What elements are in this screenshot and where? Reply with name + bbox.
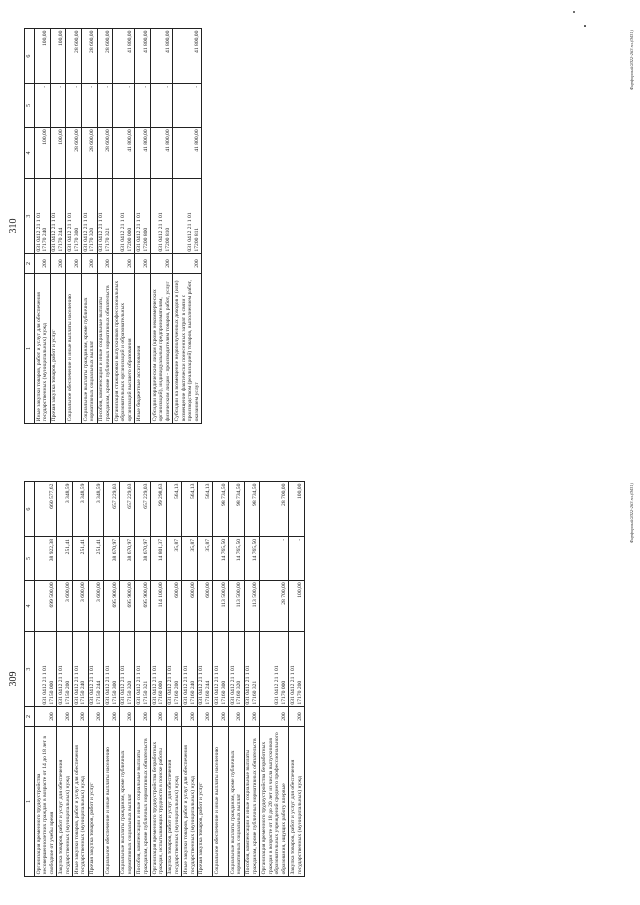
- budget-table: [24, 481, 305, 877]
- row-name-cell: Организация временного трудоустройства несовершеннолетних граждан в возрасте от 14 до 18 лет в свободное от учебы время: [35, 726, 57, 876]
- remaining-amount-cell: 564,13: [166, 482, 182, 537]
- row-name-cell: Прочая закупка товаров, работ и услуг: [50, 273, 66, 423]
- table-row: [57, 482, 73, 877]
- table-row: [289, 482, 305, 877]
- table-row: [88, 482, 104, 877]
- remaining-amount-cell: 98 734,50: [244, 482, 260, 537]
- row-name-cell: Прочая закупка товаров, работ и услуг: [88, 726, 104, 876]
- row-name-cell: Закупка товаров, работ и услуг для обеспечения государственных (муниципальных) нужд: [166, 726, 182, 876]
- row-name-cell: Иные закупки товаров, работ и услуг для обеспечения государственных (муниципальных) нужд: [182, 726, 198, 876]
- budget-code-cell: 031 0412 21 1 01 17150 321: [135, 632, 151, 707]
- page-309: [0, 453, 640, 905]
- budget-code-cell: 031 0412 21 1 01 17200 811: [173, 179, 202, 254]
- budget-code-cell: 031 0412 21 1 01 17150 320: [119, 632, 135, 707]
- approved-amount-cell: 28 600,00: [81, 127, 97, 178]
- column-header: 1: [25, 273, 35, 423]
- row-type-cell: 200: [135, 254, 151, 274]
- remaining-amount-cell: 3 348,59: [57, 482, 73, 537]
- approved-amount-cell: 100,00: [50, 127, 66, 178]
- table-row: [113, 29, 135, 424]
- executed-amount-cell: 14 765,50: [244, 537, 260, 580]
- approved-amount-cell: 28 600,00: [66, 127, 82, 178]
- remaining-amount-cell: 41 800,00: [135, 29, 151, 84]
- executed-amount-cell: -: [66, 84, 82, 127]
- budget-table: [24, 28, 202, 424]
- budget-code-cell: 031 0412 21 1 01 17170 320: [81, 179, 97, 254]
- budget-code-cell: 031 0412 21 1 01 17170 000: [260, 632, 289, 707]
- table-row: [104, 482, 120, 877]
- row-name-cell: Организация временного трудоустройства безработных граждан, испытывающих трудности в поиске работы: [151, 726, 167, 876]
- remaining-amount-cell: 28 600,00: [66, 29, 82, 84]
- table-row: [213, 482, 229, 877]
- budget-code-cell: 031 0412 21 1 01 17200 810: [151, 179, 173, 254]
- budget-code-cell: 031 0412 21 1 01 17170 300: [66, 179, 82, 254]
- remaining-amount-cell: 3 348,59: [73, 482, 89, 537]
- row-type-cell: 200: [97, 254, 113, 274]
- table-body: [35, 482, 305, 877]
- row-name-cell: Пособия, компенсации и иные социальные выплаты гражданам, кроме публичных нормативных обязательств: [135, 726, 151, 876]
- remaining-amount-cell: 657 229,03: [104, 482, 120, 537]
- row-name-cell: Пособия, компенсации и иные социальные выплаты гражданам, кроме публичных нормативных обязательств: [97, 273, 113, 423]
- budget-code-cell: 031 0412 21 1 01 17150 244: [88, 632, 104, 707]
- table-row: [151, 29, 173, 424]
- remaining-amount-cell: 100,00: [289, 482, 305, 537]
- executed-amount-cell: -: [113, 84, 135, 127]
- executed-amount-cell: -: [260, 537, 289, 580]
- row-type-cell: 200: [81, 254, 97, 274]
- approved-amount-cell: 100,00: [35, 127, 51, 178]
- row-name-cell: Субсидии на возмещение недополученных доходов и (или) возмещение фактически понесенных затрат в связи с производством (реализацией) товаров, выполнением работ, оказанием услуг: [173, 273, 202, 423]
- approved-amount-cell: 695 900,00: [119, 580, 135, 631]
- budget-code-cell: 031 0412 21 1 01 17160 244: [197, 632, 213, 707]
- remaining-amount-cell: 98 734,50: [229, 482, 245, 537]
- executed-amount-cell: -: [135, 84, 151, 127]
- row-type-cell: 200: [151, 254, 173, 274]
- row-type-cell: 200: [73, 707, 89, 727]
- remaining-amount-cell: 100,00: [35, 29, 51, 84]
- approved-amount-cell: 600,00: [166, 580, 182, 631]
- budget-code-cell: 031 0412 21 1 01 17160 321: [244, 632, 260, 707]
- remaining-amount-cell: 660 577,62: [35, 482, 57, 537]
- table-row: [35, 482, 57, 877]
- footer-stamp: Фарфорный/2022-263 пл.(0431): [629, 483, 634, 544]
- column-header: 3: [25, 632, 35, 707]
- row-name-cell: Пособия, компенсации и иные социальные выплаты гражданам, кроме публичных нормативных обязательств: [244, 726, 260, 876]
- approved-amount-cell: 113 500,00: [244, 580, 260, 631]
- table-row: [73, 482, 89, 877]
- remaining-amount-cell: 99 298,63: [151, 482, 167, 537]
- approved-amount-cell: 600,00: [197, 580, 213, 631]
- remaining-amount-cell: 41 800,00: [173, 29, 202, 84]
- budget-code-cell: 031 0412 21 1 01 17150 240: [73, 632, 89, 707]
- table-row: [260, 482, 289, 877]
- approved-amount-cell: 695 900,00: [104, 580, 120, 631]
- executed-amount-cell: 35,87: [182, 537, 198, 580]
- remaining-amount-cell: 564,13: [197, 482, 213, 537]
- row-type-cell: 200: [182, 707, 198, 727]
- row-type-cell: 200: [197, 707, 213, 727]
- remaining-amount-cell: 28 600,00: [81, 29, 97, 84]
- row-type-cell: 200: [166, 707, 182, 727]
- executed-amount-cell: 38 670,97: [135, 537, 151, 580]
- column-header: 4: [25, 580, 35, 631]
- remaining-amount-cell: 657 229,03: [119, 482, 135, 537]
- remaining-amount-cell: 41 800,00: [113, 29, 135, 84]
- page-number: 309: [8, 671, 19, 687]
- budget-code-cell: 031 0412 21 1 01 17160 320: [229, 632, 245, 707]
- footer-stamp: Фарфорный/2022-263 пл.(0431): [629, 30, 634, 91]
- approved-amount-cell: 3 600,00: [73, 580, 89, 631]
- table-row: [97, 29, 113, 424]
- executed-amount-cell: -: [151, 84, 173, 127]
- executed-amount-cell: -: [173, 84, 202, 127]
- table-row: [135, 482, 151, 877]
- table-body: [35, 29, 202, 424]
- column-header: 6: [25, 29, 35, 84]
- approved-amount-cell: 699 500,00: [35, 580, 57, 631]
- budget-code-cell: 031 0412 21 1 01 17170 244: [50, 179, 66, 254]
- row-type-cell: 200: [260, 707, 289, 727]
- executed-amount-cell: -: [81, 84, 97, 127]
- row-type-cell: 200: [66, 254, 82, 274]
- row-type-cell: 200: [88, 707, 104, 727]
- table-row: [173, 29, 202, 424]
- approved-amount-cell: 41 800,00: [135, 127, 151, 178]
- row-name-cell: Организация временного трудоустройства безработных граждан в возрасте от 18 до 20 лет из числа выпускников образовательных учреждений среднего профессионального образования, ищущих работу впервые: [260, 726, 289, 876]
- row-type-cell: 200: [151, 707, 167, 727]
- executed-amount-cell: 251,41: [88, 537, 104, 580]
- row-name-cell: Социальное обеспечение и иные выплаты населению: [213, 726, 229, 876]
- row-type-cell: 200: [113, 254, 135, 274]
- approved-amount-cell: 41 800,00: [113, 127, 135, 178]
- executed-amount-cell: 35,87: [197, 537, 213, 580]
- executed-amount-cell: 38 922,38: [35, 537, 57, 580]
- column-header: 2: [25, 254, 35, 274]
- table-row: [135, 29, 151, 424]
- table-row: [229, 482, 245, 877]
- budget-code-cell: 031 0412 21 1 01 17160 240: [182, 632, 198, 707]
- page-number: 310: [8, 218, 19, 234]
- executed-amount-cell: 251,41: [73, 537, 89, 580]
- table-row: [197, 482, 213, 877]
- row-type-cell: 200: [50, 254, 66, 274]
- table-row: [50, 29, 66, 424]
- approved-amount-cell: 41 800,00: [173, 127, 202, 178]
- budget-code-cell: 031 0412 21 1 01 17160 200: [166, 632, 182, 707]
- approved-amount-cell: 695 900,00: [135, 580, 151, 631]
- approved-amount-cell: 100,00: [289, 580, 305, 631]
- executed-amount-cell: 251,41: [57, 537, 73, 580]
- approved-amount-cell: 3 600,00: [57, 580, 73, 631]
- table-row: [166, 482, 182, 877]
- row-type-cell: 200: [35, 254, 51, 274]
- budget-code-cell: 031 0412 21 1 01 17150 300: [104, 632, 120, 707]
- table-row: [244, 482, 260, 877]
- table-row: [182, 482, 198, 877]
- row-name-cell: Субсидии юридическим лицам (кроме некоммерческих организаций), индивидуальным предпринимателям, физическим лицам - производителям товаров, работ, услуг: [151, 273, 173, 423]
- budget-code-cell: 031 0412 21 1 01 17160 300: [213, 632, 229, 707]
- row-name-cell: Иные закупки товаров, работ и услуг для обеспечения государственных (муниципальных) нужд: [73, 726, 89, 876]
- scan-speck: [584, 25, 586, 27]
- table-row: [119, 482, 135, 877]
- remaining-amount-cell: 657 229,03: [135, 482, 151, 537]
- executed-amount-cell: 38 670,97: [119, 537, 135, 580]
- approved-amount-cell: 114 100,00: [151, 580, 167, 631]
- row-type-cell: 200: [119, 707, 135, 727]
- executed-amount-cell: -: [35, 84, 51, 127]
- column-number-row: [25, 29, 35, 424]
- row-type-cell: 200: [213, 707, 229, 727]
- row-name-cell: Иные бюджетные ассигнования: [135, 273, 151, 423]
- approved-amount-cell: 113 500,00: [213, 580, 229, 631]
- remaining-amount-cell: 564,13: [182, 482, 198, 537]
- budget-code-cell: 031 0412 21 1 01 17150 000: [35, 632, 57, 707]
- column-header: 2: [25, 707, 35, 727]
- column-header: 3: [25, 179, 35, 254]
- page-310-rotated-content: [0, 0, 640, 452]
- row-type-cell: 200: [229, 707, 245, 727]
- executed-amount-cell: 14 765,50: [229, 537, 245, 580]
- column-header: 1: [25, 726, 35, 876]
- scan-speck: [573, 11, 575, 13]
- budget-code-cell: 031 0412 21 1 01 17160 000: [151, 632, 167, 707]
- approved-amount-cell: 28 600,00: [97, 127, 113, 178]
- row-type-cell: 200: [35, 707, 57, 727]
- row-type-cell: 200: [244, 707, 260, 727]
- table-row: [81, 29, 97, 424]
- executed-amount-cell: -: [289, 537, 305, 580]
- row-type-cell: 200: [173, 254, 202, 274]
- approved-amount-cell: 600,00: [182, 580, 198, 631]
- column-number-row: [25, 482, 35, 877]
- executed-amount-cell: -: [50, 84, 66, 127]
- row-type-cell: 200: [135, 707, 151, 727]
- table-row: [35, 29, 51, 424]
- executed-amount-cell: 14 765,50: [213, 537, 229, 580]
- column-header: 5: [25, 84, 35, 127]
- approved-amount-cell: 28 700,00: [260, 580, 289, 631]
- row-name-cell: Социальные выплаты гражданам, кроме публичных нормативных социальных выплат: [119, 726, 135, 876]
- row-name-cell: Закупка товаров, работ и услуг для обеспечения государственных (муниципальных) нужд: [289, 726, 305, 876]
- budget-code-cell: 031 0412 21 1 01 17200 800: [135, 179, 151, 254]
- remaining-amount-cell: 28 600,00: [97, 29, 113, 84]
- table-row: [151, 482, 167, 877]
- budget-code-cell: 031 0412 21 1 01 17170 321: [97, 179, 113, 254]
- budget-code-cell: 031 0412 21 1 01 17150 200: [57, 632, 73, 707]
- remaining-amount-cell: 100,00: [50, 29, 66, 84]
- column-header: 5: [25, 537, 35, 580]
- column-header: 6: [25, 482, 35, 537]
- row-type-cell: 200: [104, 707, 120, 727]
- approved-amount-cell: 3 600,00: [88, 580, 104, 631]
- table-row: [66, 29, 82, 424]
- row-type-cell: 200: [289, 707, 305, 727]
- executed-amount-cell: 38 670,97: [104, 537, 120, 580]
- executed-amount-cell: 35,87: [166, 537, 182, 580]
- row-name-cell: Социальные выплаты гражданам, кроме публичных нормативных социальных выплат: [81, 273, 97, 423]
- page-309-rotated-content: [0, 453, 640, 905]
- row-type-cell: 200: [57, 707, 73, 727]
- remaining-amount-cell: 28 700,00: [260, 482, 289, 537]
- row-name-cell: Закупка товаров, работ и услуг для обеспечения государственных (муниципальных) нужд: [57, 726, 73, 876]
- budget-code-cell: 031 0412 21 1 01 17170 240: [35, 179, 51, 254]
- executed-amount-cell: -: [97, 84, 113, 127]
- budget-code-cell: 031 0412 21 1 01 17170 200: [289, 632, 305, 707]
- remaining-amount-cell: 41 800,00: [151, 29, 173, 84]
- column-header: 4: [25, 127, 35, 178]
- executed-amount-cell: 14 801,37: [151, 537, 167, 580]
- remaining-amount-cell: 98 734,50: [213, 482, 229, 537]
- row-name-cell: Организация стажировки выпускников профессиональных образовательных организаций и образовательных организаций высшего образования: [113, 273, 135, 423]
- row-name-cell: Социальные выплаты гражданам, кроме публичных нормативных социальных выплат: [229, 726, 245, 876]
- approved-amount-cell: 113 500,00: [229, 580, 245, 631]
- row-name-cell: Иные закупки товаров, работ и услуг для обеспечения государственных (муниципальных) нужд: [35, 273, 51, 423]
- page-310: [0, 0, 640, 452]
- approved-amount-cell: 41 800,00: [151, 127, 173, 178]
- remaining-amount-cell: 3 348,59: [88, 482, 104, 537]
- row-name-cell: Социальное обеспечение и иные выплаты населению: [104, 726, 120, 876]
- row-name-cell: Социальное обеспечение и иные выплаты населению: [66, 273, 82, 423]
- row-name-cell: Прочая закупка товаров, работ и услуг: [197, 726, 213, 876]
- budget-code-cell: 031 0412 21 1 01 17200 000: [113, 179, 135, 254]
